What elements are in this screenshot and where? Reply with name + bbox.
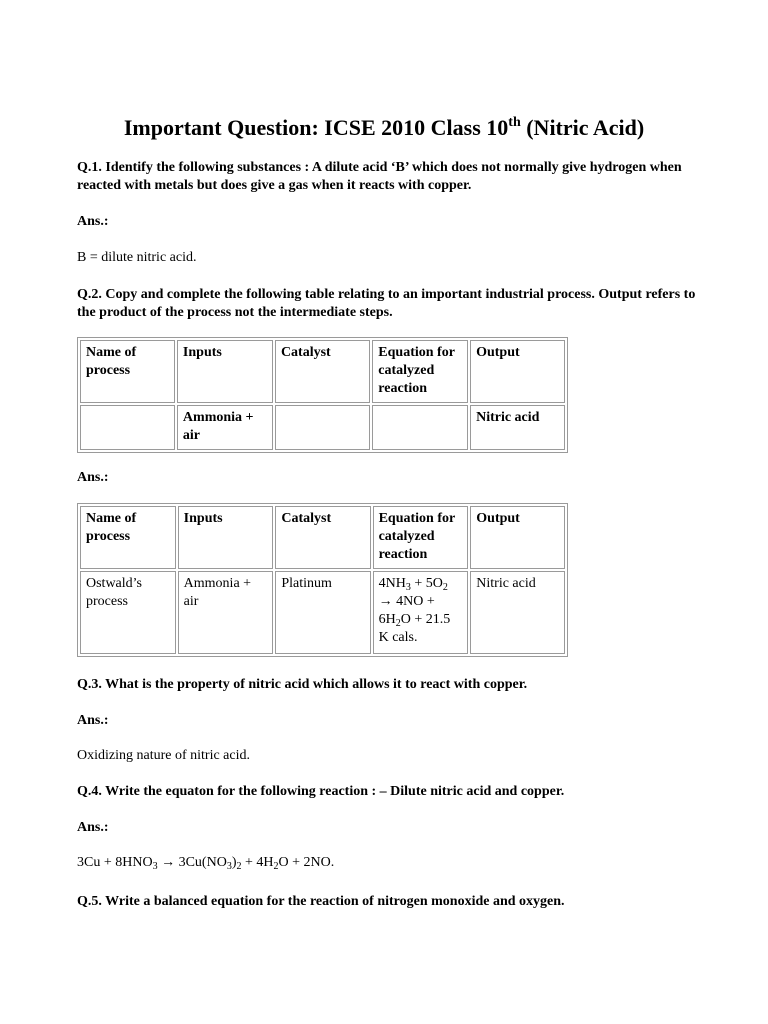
header-cell: Output (470, 340, 565, 403)
table-cell: Nitric acid (470, 405, 565, 450)
header-cell: Output (470, 506, 565, 569)
answer-2-table (77, 503, 568, 657)
table-row (80, 405, 565, 450)
header-cell: Equation for catalyzed reaction (373, 506, 469, 569)
table-header-row (80, 340, 565, 403)
table-cell: Nitric acid (470, 571, 565, 654)
header-cell: Name of process (80, 506, 176, 569)
answer-1-label: Ans.: (77, 214, 109, 229)
answer-2-label: Ans.: (77, 470, 109, 485)
table-cell (80, 405, 175, 450)
table-cell: Platinum (275, 571, 370, 654)
header-cell: Equation for catalyzed reaction (372, 340, 468, 403)
question-5: Q.5. Write a balanced equation for the reaction of nitrogen monoxide and oxygen. (77, 894, 565, 909)
header-cell: Name of process (80, 340, 175, 403)
page-title: Important Question: ICSE 2010 Class 10th (Nitric Acid) (123, 115, 645, 140)
question-2-table (77, 337, 568, 453)
answer-4-label: Ans.: (77, 820, 109, 835)
table-cell: Ostwald’s process (80, 571, 176, 654)
answer-3-label: Ans.: (77, 713, 109, 728)
question-2: Q.2. Copy and complete the following table relating to an important industrial process. Output refers to the product of the process not the intermediate steps. (77, 287, 696, 320)
equation-cell: $4NH_3 + 5O_2 \to 4NO + 6H_2O + 21.5$ K cals. (373, 571, 469, 654)
table-cell (372, 405, 468, 450)
question-4: Q.4. Write the equaton for the following reaction : – Dilute nitric acid and copper. (77, 784, 565, 799)
table-header-row (80, 506, 565, 569)
table-cell: Ammonia + air (177, 405, 273, 450)
question-1: Q.1. Identify the following substances : A dilute acid ‘B’ which does not normally give hydrogen when reacted with metals but does give a gas when it reacts with copper. (77, 160, 682, 193)
table-cell (275, 405, 370, 450)
table-cell: Ammonia + air (178, 571, 274, 654)
answer-4-equation: $3Cu + 8HNO_3 \to 3Cu(NO_3)_2 + 4H_2O + 2NO$. (77, 855, 335, 872)
answer-1-text: B = dilute nitric acid. (77, 250, 197, 265)
header-cell: Catalyst (275, 340, 370, 403)
header-cell: Catalyst (275, 506, 370, 569)
answer-3-text: Oxidizing nature of nitric acid. (77, 748, 250, 763)
question-3: Q.3. What is the property of nitric acid which allows it to react with copper. (77, 677, 528, 692)
header-cell: Inputs (177, 340, 273, 403)
table-row (80, 571, 565, 654)
header-cell: Inputs (178, 506, 274, 569)
